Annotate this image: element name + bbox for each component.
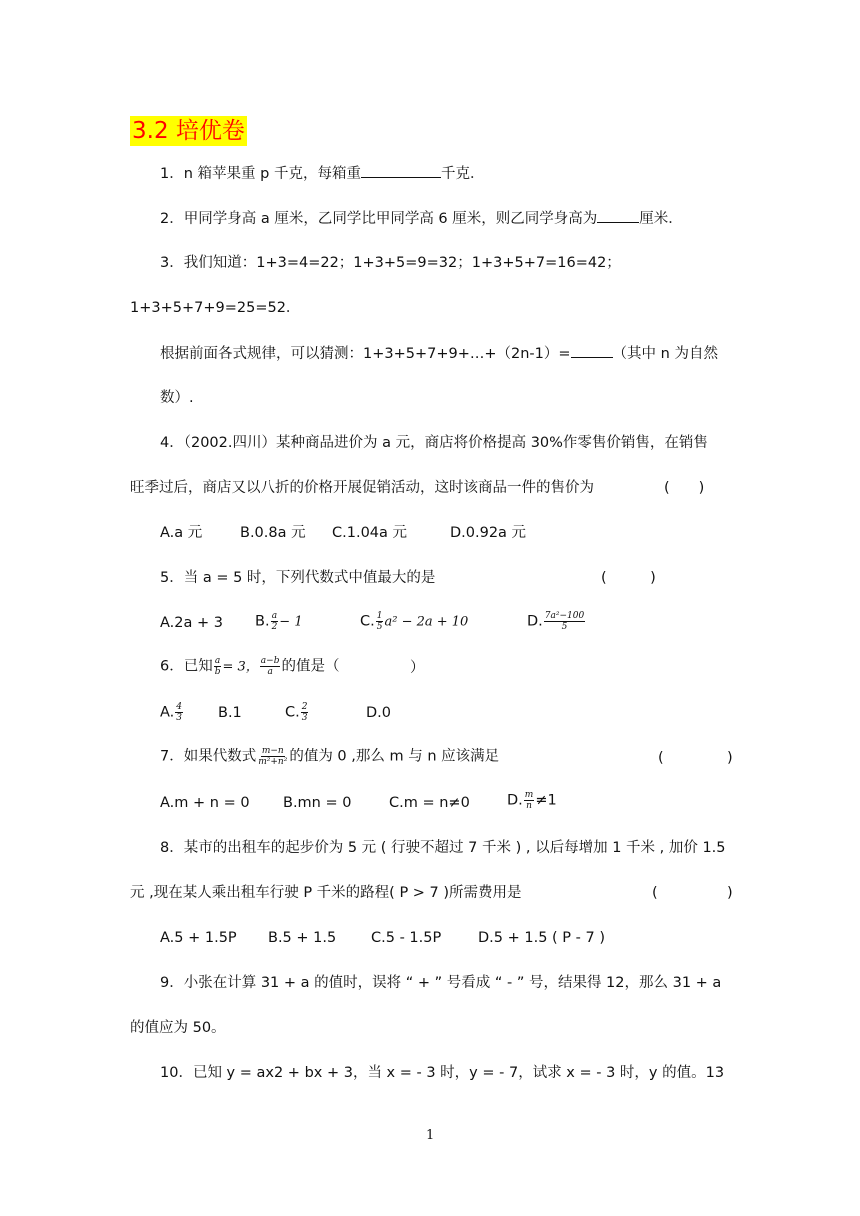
q6-fraction-2 [260,656,281,677]
q5-b-numerator: a [271,611,278,621]
q6-a-label: A. [160,704,175,721]
q5-d-label: D. [527,613,543,630]
question-10-line-1: 10．已知 y = ax2 + bx + 3，当 x = ‐ 3 时，y = ‐ 7，试求 x = ‐ 3 时，y 的值。13 [160,1065,725,1081]
q6-c-denominator: 3 [301,713,308,723]
question-2 [160,208,683,229]
q6-text-a: 6．已知 [160,658,213,675]
q5-c-label: C. [360,613,375,630]
question-1 [160,163,484,184]
q7-answer-paren-open[interactable]: ( [658,750,664,766]
q6-c-fraction [301,702,309,723]
q6-c-numerator: 2 [301,702,308,712]
q6-a-denominator: 3 [176,713,183,723]
q6-a-fraction [175,702,183,723]
q7-text-a: 7．如果代数式 [160,748,257,765]
question-8-line-1: 8．某市的出租车的起步价为 5 元 ( 行驶不超过 7 千米 ) , 以后每增加 1 千米 , 加价 1.5 [160,840,726,856]
question-4-line-2: 旺季过后，商店又以八折的价格开展促销活动，这时该商品一件的售价为 [130,480,594,496]
q6-option-c[interactable] [285,702,309,723]
q8-answer-paren-close[interactable]: ) [727,885,733,901]
q7-d-label: D. [507,792,523,809]
q6-fraction-1 [214,656,222,677]
q5-option-b[interactable] [255,611,303,633]
q6-c-label: C. [285,704,300,721]
question-3-line-4: 数）. [160,390,194,406]
q3-note: （其中 n 为自然 [612,346,718,362]
q5-d-fraction [544,611,585,632]
question-4-line-1: 4．（2002.四川）某种商品进价为 a 元，商店将价格提高 30%作零售价销售，在销售 [160,435,708,451]
q7-d-rest: ≠1 [535,792,557,809]
q4-option-b[interactable]: B.0.8a 元 [240,525,306,541]
q4-option-d[interactable]: D.0.92a 元 [450,525,527,541]
q7-d-numerator: m [524,790,534,800]
q6-option-d[interactable]: D.0 [366,705,391,721]
q5-c-numerator: 1 [376,611,383,621]
q6-a-numerator: 4 [176,702,183,712]
worksheet-title: 3.2 培优卷 [132,118,245,144]
q8-option-a[interactable]: A.5 + 1.5P [160,930,237,946]
q6-text-b: = 3， [222,659,259,675]
q7-fraction [257,746,288,767]
q7-d-fraction [524,790,535,811]
q1-unit: 千克． [440,166,485,182]
q4-option-a[interactable]: A.a 元 [160,525,203,541]
q5-option-c[interactable] [360,611,468,633]
q8-answer-paren-open[interactable]: ( [652,885,658,901]
q7-option-a[interactable]: A.m + n = 0 [160,795,250,811]
question-5: 5．当 a = 5 时，下列代数式中值最大的是 [160,570,436,586]
q7-d-denominator: n [526,801,532,811]
q1-text: 1．n 箱苹果重 p 千克，每箱重 [160,166,361,182]
q8-option-b[interactable]: B.5 + 1.5 [268,930,337,946]
question-7 [160,746,499,767]
q1-answer-blank[interactable] [361,163,441,178]
q5-c-fraction [376,611,384,632]
q5-answer-paren[interactable]: ( ) [601,570,656,586]
q7-answer-paren-close[interactable]: ) [727,750,733,766]
q7-option-d[interactable] [507,790,557,811]
q6-f2-numerator: a−b [260,656,280,666]
q8-option-d[interactable]: D.5 + 1.5 ( P - 7 ) [478,930,605,946]
q2-answer-blank[interactable] [597,208,639,223]
q6-f1-denominator: b [214,667,221,677]
question-9-line-2: 的值应为 50。 [130,1020,226,1036]
question-9-line-1: 9．小张在计算 31 + a 的值时，误将 “ + ” 号看成 “ - ” 号，结果得 12，那么 31 + a [160,975,722,991]
q5-d-denominator: 5 [561,622,568,632]
question-6 [160,656,339,678]
q3-text: 根据前面各式规律，可以猜测：1+3+5+7+9+…+（2n-1）= [160,346,571,362]
q4-answer-paren[interactable]: ( ) [664,480,705,496]
q2-text: 2．甲同学身高 a 厘米，乙同学比甲同学高 6 厘米，则乙同学身高为 [160,211,598,227]
q7-option-c[interactable]: C.m = n≠0 [389,795,470,811]
q7-option-b[interactable]: B.mn = 0 [283,795,352,811]
q5-c-rest: a² − 2a + 10 [384,614,469,630]
q5-option-d[interactable] [527,611,586,632]
q7-numerator: m−n [261,746,284,756]
q6-f2-denominator: a [267,667,273,677]
question-3-line-2: 1+3+5+7+9=25=52． [130,300,301,316]
q6-text-c: 的值是（ [281,658,340,675]
q4-option-c[interactable]: C.1.04a 元 [332,525,408,541]
page-number: 1 [426,1128,435,1143]
q7-text-b: 的值为 0 ,那么 m 与 n 应该满足 [289,748,500,765]
q5-b-rest: − 1 [279,614,303,630]
q6-answer-paren-close[interactable]: ） [410,660,425,676]
q2-unit: 厘米． [639,211,683,227]
q5-b-fraction [271,611,279,632]
q5-d-numerator: 7a²−100 [544,611,585,621]
q6-option-a[interactable] [160,702,184,723]
q6-f1-numerator: a [214,656,221,666]
q8-option-c[interactable]: C.5 - 1.5P [371,930,442,946]
q3-answer-blank[interactable] [571,343,613,358]
question-3-line-3 [160,343,718,364]
q5-option-a[interactable]: A.2a + 3 [160,615,223,631]
q6-option-b[interactable]: B.1 [218,705,242,721]
q5-c-denominator: 5 [376,622,383,632]
q5-b-label: B. [255,613,270,630]
q7-denominator: m²+n² [258,757,288,767]
question-8-line-2: 元 ,现在某人乘出租车行驶 P 千米的路程( P > 7 )所需费用是 [130,885,522,901]
question-3-line-1: 3．我们知道：1+3=4=22；1+3+5=9=32；1+3+5+7=16=42； [160,255,621,271]
q5-b-denominator: 2 [271,622,278,632]
